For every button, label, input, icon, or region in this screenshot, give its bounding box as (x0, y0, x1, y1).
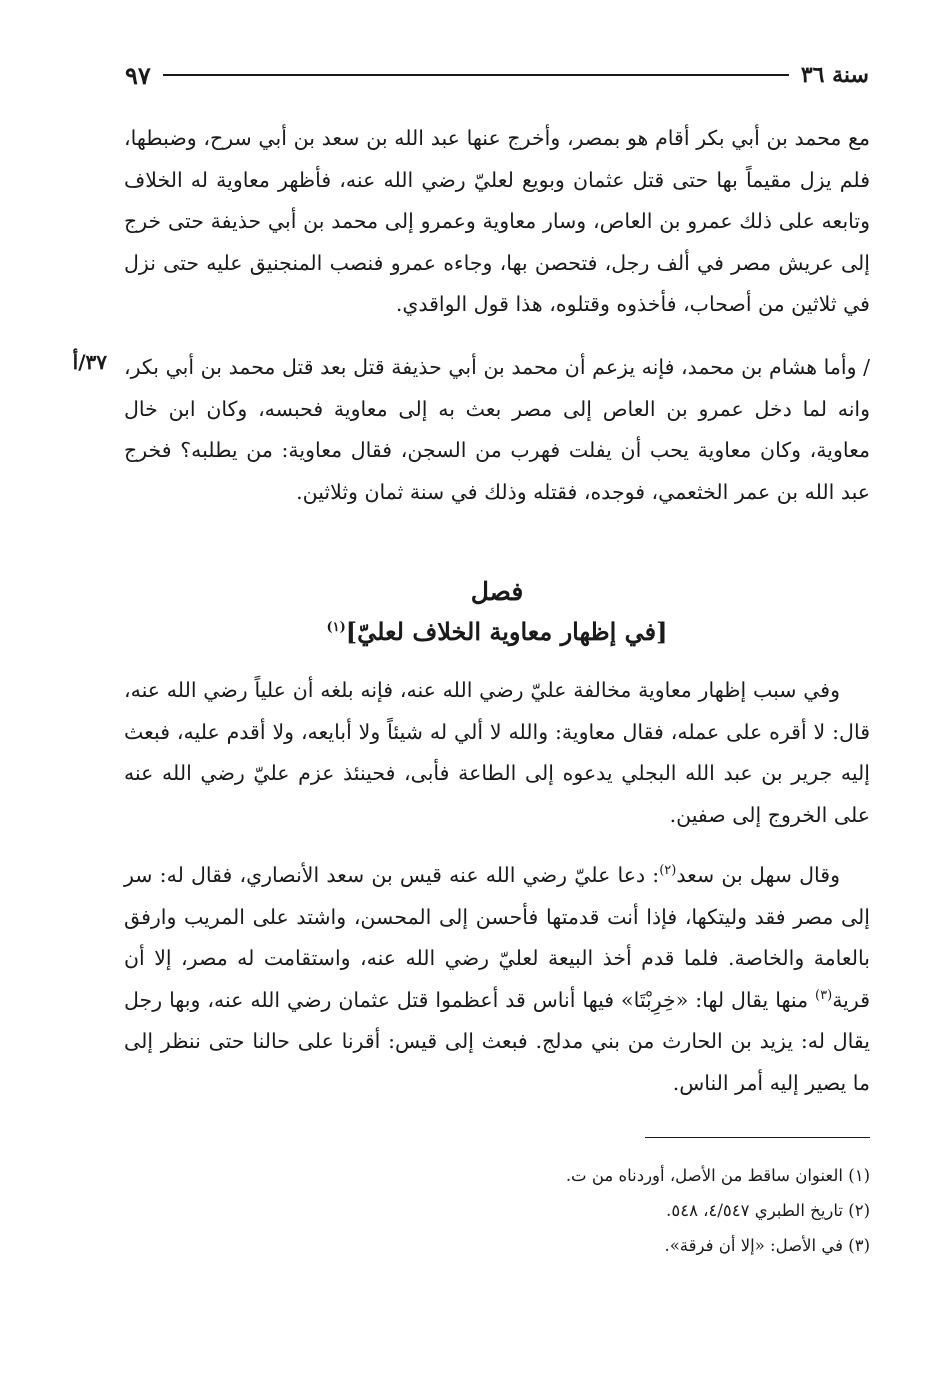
paragraph-text-part: منها يقال لها: «خِرِبْتَا» فيها أناس قد أعظموا قتل عثمان رضي الله عنه، وبها رجل يقال له: يزيد بن الحارث من بني مدلج. فبعث إلى قيس: أقرنا على حالنا حتى ننظر إلى ما يصير إليه أمر الناس. (124, 987, 870, 1095)
paragraph-text: / وأما هشام بن محمد، فإنه يزعم أن محمد بن أبي حذيفة قتل بعد قتل محمد بن أبي بكر، وانه لما دخل عمرو بن العاص إلى مصر بعث به إلى معاوية فحبسه، وكان ابن خال معاوية، وكان معاوية يحب أن يفلت فهرب من السجن، فقال معاوية: من يطلبه؟ فخرج عبد الله بن عمر الخثعمي، فوجده، فقتله وذلك في سنة ثمان وثلاثين. (124, 355, 870, 504)
section-subtitle-text: [في إظهار معاوية الخلاف لعليّ] (345, 617, 668, 646)
page-number: ٩٧ (125, 60, 151, 90)
paragraph-text-part: وقال سهل بن سعد (676, 863, 840, 887)
footnote-marker: (١) (326, 620, 346, 635)
paragraph-3 (124, 670, 870, 836)
paragraph-2 (124, 347, 870, 513)
header-rule (163, 74, 789, 76)
margin-folio-reference: ٣٧/أ (72, 350, 107, 374)
paragraph-text: وفي سبب إظهار معاوية مخالفة عليّ رضي الله عنه، فإنه بلغه أن علياً رضي الله عنه، قال: لا أقره على عمله، فقال معاوية: والله لا ألي له شيئاً ولا أبايعه، ولا أقدم عليه، فبعث إليه جرير بن عبد الله البجلي يدعوه إلى الطاعة فأبى، فحينئذ عزم عليّ رضي الله عنه على الخروج إلى صفين. (124, 678, 870, 827)
paragraph-text: مع محمد بن أبي بكر أقام هو بمصر، وأخرج عنها عبد الله بن سعد بن أبي سرح، وضبطها، فلم يزل مقيماً بها حتى قتل عثمان وبويع لعليّ رضي الله عنه، فأظهر معاوية له الخلاف وتابعه على ذلك عمرو بن العاص، وسار معاوية وعمرو إلى محمد بن أبي حذيفة حتى خرج إلى عريش مصر في ألف رجل، فتحصن بها، وجاءه عمرو فنصب المنجنيق عليه حتى نزل في ثلاثين من أصحاب، فأخذوه وقتلوه، هذا قول الواقدي. (124, 126, 870, 316)
footnote-3: (٣) في الأصل: «إلا أن فرقة». (664, 1236, 870, 1255)
footnote-2: (٢) تاريخ الطبري ٤/٥٤٧، ٥٤٨. (666, 1201, 870, 1220)
footnotes (124, 1158, 870, 1263)
footnote-1: (١) العنوان ساقط من الأصل، أوردناه من ت. (565, 1166, 870, 1185)
footnote-marker: (٢) (659, 863, 677, 879)
section-title: فصل (470, 577, 524, 606)
section-subtitle (124, 612, 870, 652)
running-title: سنة ٣٦ (800, 62, 869, 88)
paragraph-text (124, 855, 870, 1104)
section-heading (124, 572, 870, 652)
running-header (125, 58, 869, 92)
paragraph-4 (124, 855, 870, 1104)
paragraph-text-part: : دعا عليّ رضي الله عنه قيس بن سعد الأنصاري، فقال له: سر إلى مصر فقد وليتكها، فإذا أنت قدمتها فأحسن إلى المحسن، واشتد على المريب وارفق بالعامة والخاصة. فلما قدم أخذ البيعة لعليّ رضي الله عنه، واستقامت له مصر، إلا أن قرية (124, 863, 870, 1012)
paragraph-1 (124, 118, 870, 326)
footnote-marker: (٣) (815, 987, 833, 1003)
footnote-rule (645, 1137, 870, 1138)
